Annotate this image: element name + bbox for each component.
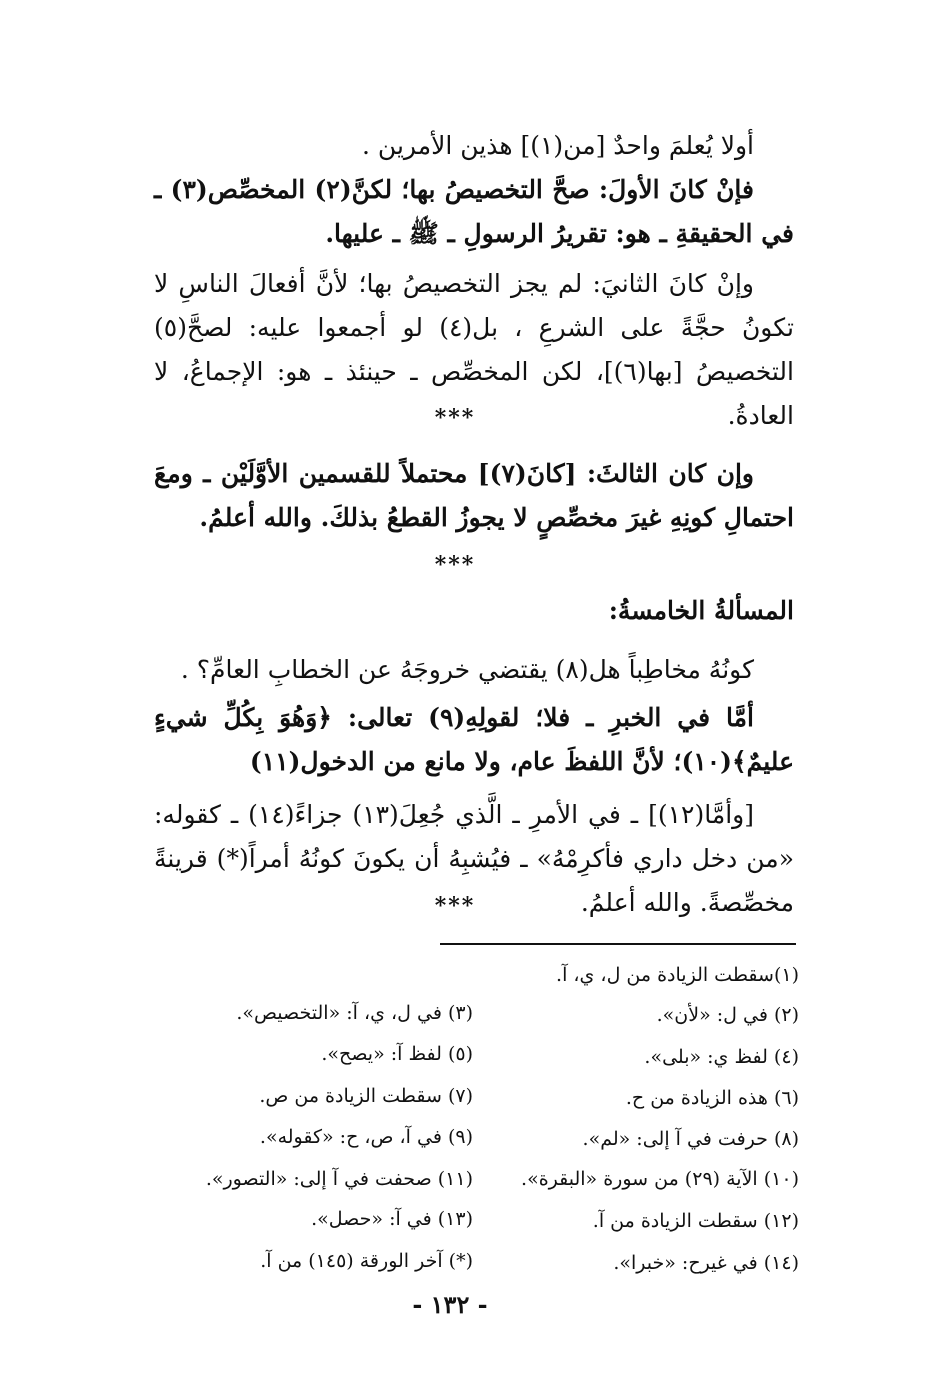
page-number: - ١٣٢ - — [412, 1290, 488, 1319]
paragraph-khabar: أمَّا في الخبرِ ـ فلا؛ لقولِهِ(٩) تعالى: ﴿وَهُوَ بِكُلِّ شيءٍ عليمٌ﴾(١٠)؛ لأنَّ اللفظَ عام، ولا مانع من الدخول(١١) — [154, 703, 794, 776]
footnote-6: (٦) هذه الزيادة من ح. — [625, 1087, 799, 1109]
paragraph-first-case: فإنْ كانَ الأولَ: صحَّ التخصيصُ بها؛ لكنَّ(٢) المخصِّص(٣) ـ في الحقيقةِ ـ هو: تقريرُ الرسولِ ـ ﷺ ـ عليها. — [154, 175, 794, 248]
paragraph-question: كونُهُ مخاطِباً هل(٨) يقتضي خروجَهُ عن الخطابِ العامِّ؟ . — [180, 655, 754, 684]
footnote-10: (١٠) الآية (٢٩) من سورة «البقرة». — [521, 1168, 799, 1190]
footnote-7: (٧) سقطت الزيادة من ص. — [259, 1085, 473, 1107]
footnote-11: (١١) صحفت في آ إلى: «التصور». — [205, 1168, 473, 1190]
paragraph-second-case: وإنْ كانَ الثانيَ: لم يجز التخصيصُ بها؛ لأنَّ أفعالَ الناسِ لا تكونُ حجَّةً على الشرعِ ، بل(٤) لو أجمعوا عليه: لصحَّ(٥) التخصيصُ [بها(٦)]، لكن المخصِّص ـ حينئذ ـ هو: الإجماعُ، لا العادةُ. — [154, 269, 794, 430]
paragraph-third-case: وإن كان الثالثَ: [كانَ(٧)] محتملاً للقسمين الأوَّلَيْن ـ ومعَ احتمالِ كونِهِ غيرَ مخصِّصٍ لا يجوزُ القطعُ بذلكَ. والله أعلمُ. — [154, 459, 794, 532]
footnote-12: (١٢) سقطت الزيادة من آ. — [592, 1210, 799, 1232]
footnote-1: (١)سقطت الزيادة من ل، ي، آ. — [556, 964, 799, 986]
footnote-divider — [440, 943, 796, 945]
paragraph-amr: [وأمَّا(١٢)] ـ في الأمرِ ـ الَّذي جُعِلَ(١٣) جزاءً(١٤) ـ كقوله: «من دخل داري فأكرِمْهُ» ـ فيُشبِهُ أن يكونَ كونُهُ أمراً(*) قرينةً مخصِّصةً. والله أعلمُ. — [154, 800, 794, 917]
paragraph-intro: أولا يُعلمَ واحدٌ [من(١)] هذين الأمرين . — [362, 131, 754, 160]
footnote-9: (٩) في آ، ص، ح: «كقوله». — [259, 1126, 473, 1148]
footnote-star: (*) آخر الورقة (١٤٥) من آ. — [260, 1250, 473, 1272]
footnote-4: (٤) لفظ ي: «بلى». — [644, 1046, 799, 1068]
separator-stars: *** — [434, 893, 476, 919]
separator-stars: *** — [434, 552, 476, 578]
separator-stars: *** — [434, 405, 476, 431]
footnote-2: (٢) في ل: «لأن». — [656, 1004, 799, 1026]
footnote-8: (٨) حرفت في آ إلى: «لم». — [582, 1128, 799, 1150]
footnote-13: (١٣) في آ: «حصل». — [311, 1208, 473, 1230]
footnote-14: (١٤) في غيرح: «خبرا». — [613, 1252, 799, 1274]
footnote-5: (٥) لفظ آ: «يصح». — [321, 1043, 473, 1065]
footnote-3: (٣) في ل، ي، آ: «التخصيص». — [236, 1002, 473, 1024]
section-heading: المسألةُ الخامسةُ: — [608, 596, 794, 625]
